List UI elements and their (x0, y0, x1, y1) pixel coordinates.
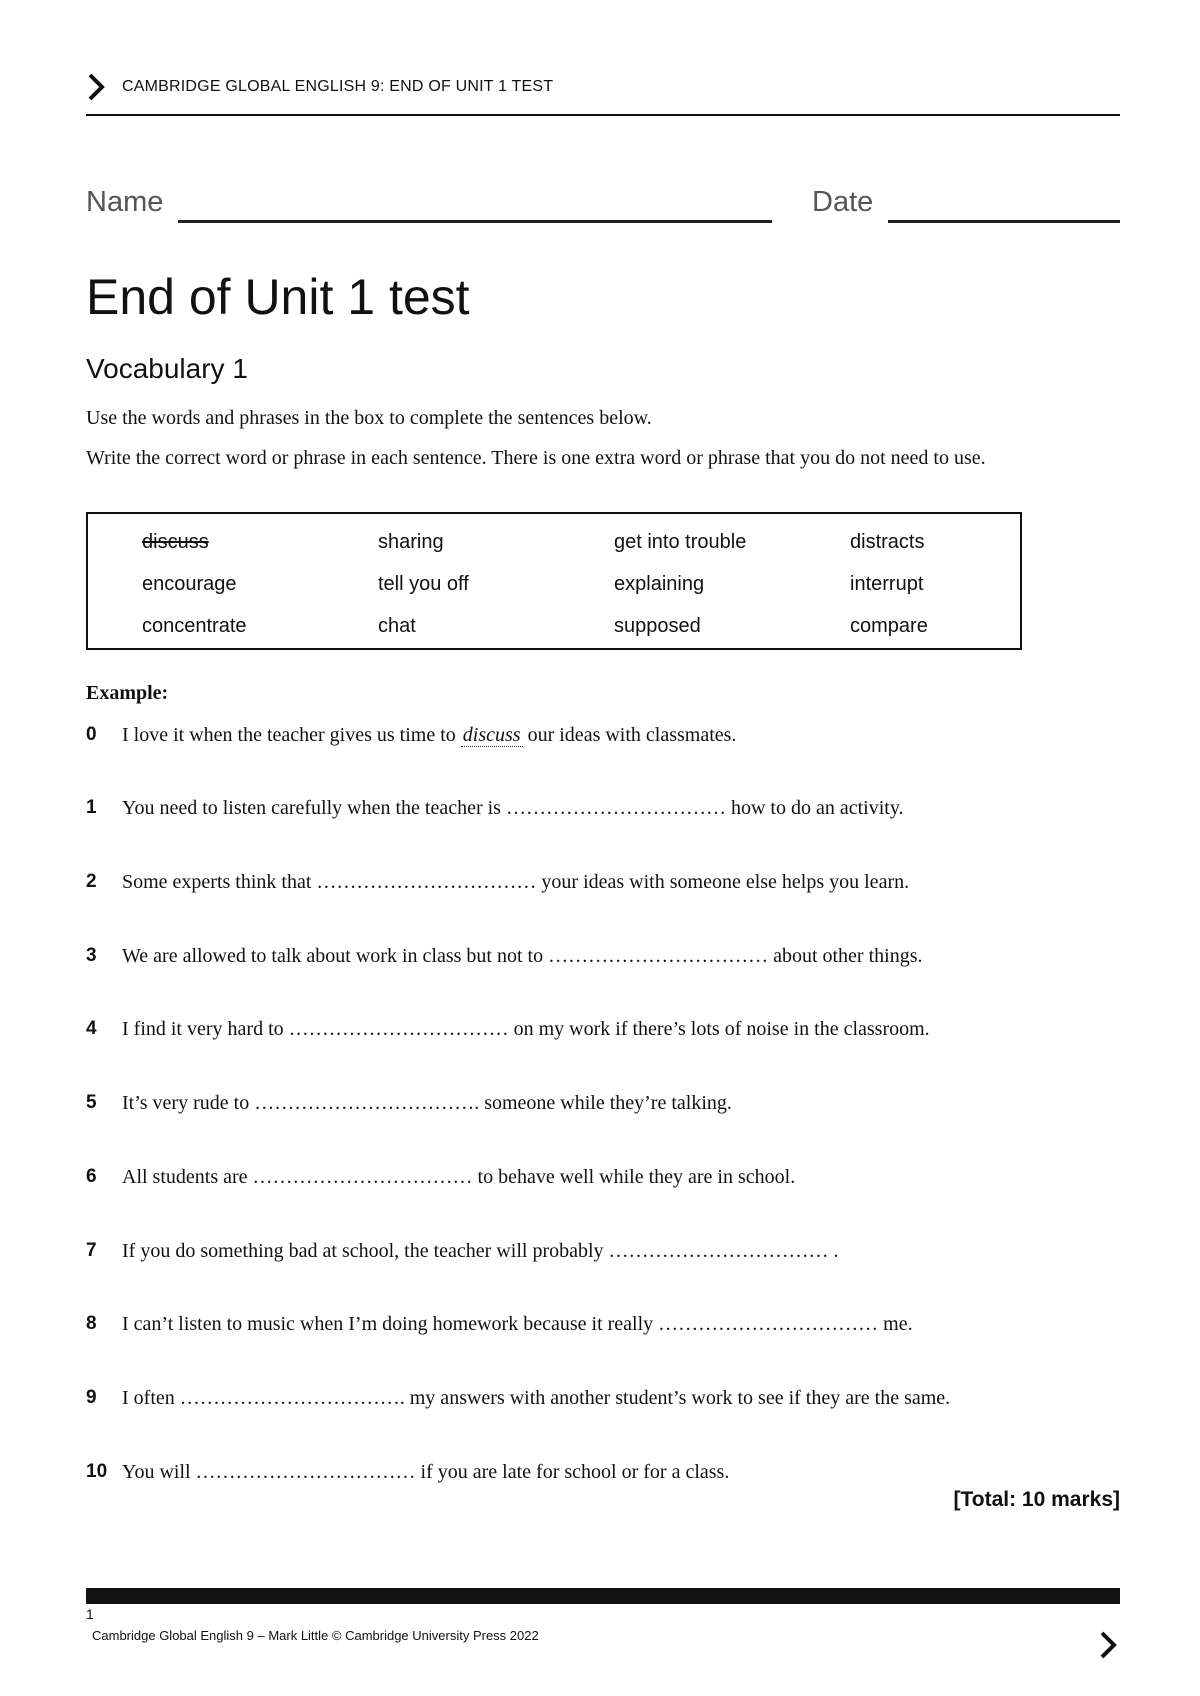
name-field[interactable] (178, 220, 772, 223)
question-number: 6 (86, 1166, 97, 1187)
section-title: Vocabulary 1 (86, 353, 248, 384)
question-3[interactable] (86, 945, 1126, 975)
question-text: I can’t listen to music when I’m doing homework because it really …………………………… me. (122, 1313, 913, 1335)
footer-bar (86, 1588, 1120, 1604)
word-box-item: tell you off (378, 573, 469, 595)
date-field[interactable] (888, 220, 1120, 223)
instruction-2: Write the correct word or phrase in each sentence. There is one extra word or phrase that you do not need to use. (86, 447, 986, 469)
question-number: 4 (86, 1018, 97, 1039)
question-number: 2 (86, 871, 97, 892)
name-label: Name (86, 186, 164, 218)
question-number: 3 (86, 945, 97, 966)
page-title: End of Unit 1 test (86, 269, 470, 325)
word-box-item: explaining (614, 573, 705, 595)
chevron-right-icon[interactable] (1098, 1630, 1118, 1660)
question-number: 9 (86, 1387, 97, 1408)
question-5[interactable] (86, 1092, 1126, 1122)
header-title: CAMBRIDGE GLOBAL ENGLISH 9: END OF UNIT 1 TEST (122, 78, 554, 95)
question-text: All students are …………………………… to behave well while they are in school. (122, 1166, 796, 1188)
question-text: You will …………………………… if you are late for school or for a class. (122, 1461, 730, 1483)
instruction-1: Use the words and phrases in the box to complete the sentences below. (86, 407, 652, 429)
question-text: If you do something bad at school, the teacher will probably …………………………… . (122, 1240, 839, 1262)
example-answer: discuss (462, 724, 521, 746)
question-number: 7 (86, 1240, 97, 1261)
date-label: Date (812, 186, 874, 218)
question-number: 5 (86, 1092, 97, 1113)
question-text: I love it when the teacher gives us time to discuss our ideas with classmates. (122, 724, 737, 746)
word-box-item: distracts (850, 531, 925, 553)
word-box-item: supposed (614, 615, 701, 637)
question-number: 1 (86, 797, 97, 818)
word-box-item: sharing (378, 531, 444, 553)
word-box (86, 512, 1022, 650)
word-box-item: encourage (142, 573, 237, 595)
question-text: I find it very hard to …………………………… on my work if there’s lots of noise in the classroom. (122, 1018, 930, 1040)
question-text: Some experts think that …………………………… your ideas with someone else helps you learn. (122, 871, 910, 893)
question-8[interactable] (86, 1313, 1126, 1343)
page-number: 1 (86, 1606, 94, 1622)
question-example (86, 724, 1126, 754)
question-text: I often ……………………………. my answers with another student’s work to see if they are the same. (122, 1387, 951, 1409)
word-box-item: discuss (142, 531, 209, 553)
question-number: 0 (86, 724, 97, 745)
footer-copyright: Cambridge Global English 9 – Mark Little © Cambridge University Press 2022 (92, 1628, 539, 1643)
question-4[interactable] (86, 1018, 1126, 1048)
example-label: Example: (86, 682, 169, 704)
question-7[interactable] (86, 1240, 1126, 1270)
question-6[interactable] (86, 1166, 1126, 1196)
word-box-item: get into trouble (614, 531, 747, 553)
question-1[interactable] (86, 797, 1126, 827)
question-text: It’s very rude to ……………………………. someone while they’re talking. (122, 1092, 732, 1114)
question-10[interactable] (86, 1461, 1126, 1491)
page-header (86, 68, 1120, 116)
name-date-row (86, 186, 1120, 236)
word-box-item: compare (850, 615, 928, 637)
word-box-item: interrupt (850, 573, 924, 595)
chevron-right-icon (86, 72, 106, 102)
question-text: We are allowed to talk about work in class but not to …………………………… about other things. (122, 945, 923, 967)
question-number: 8 (86, 1313, 97, 1334)
question-number: 10 (86, 1461, 108, 1482)
word-box-item: chat (378, 615, 416, 637)
question-text: You need to listen carefully when the teacher is …………………………… how to do an activity. (122, 797, 904, 819)
question-2[interactable] (86, 871, 1126, 901)
question-9[interactable] (86, 1387, 1126, 1417)
total-marks: [Total: 10 marks] (953, 1488, 1120, 1511)
word-box-item: concentrate (142, 615, 247, 637)
